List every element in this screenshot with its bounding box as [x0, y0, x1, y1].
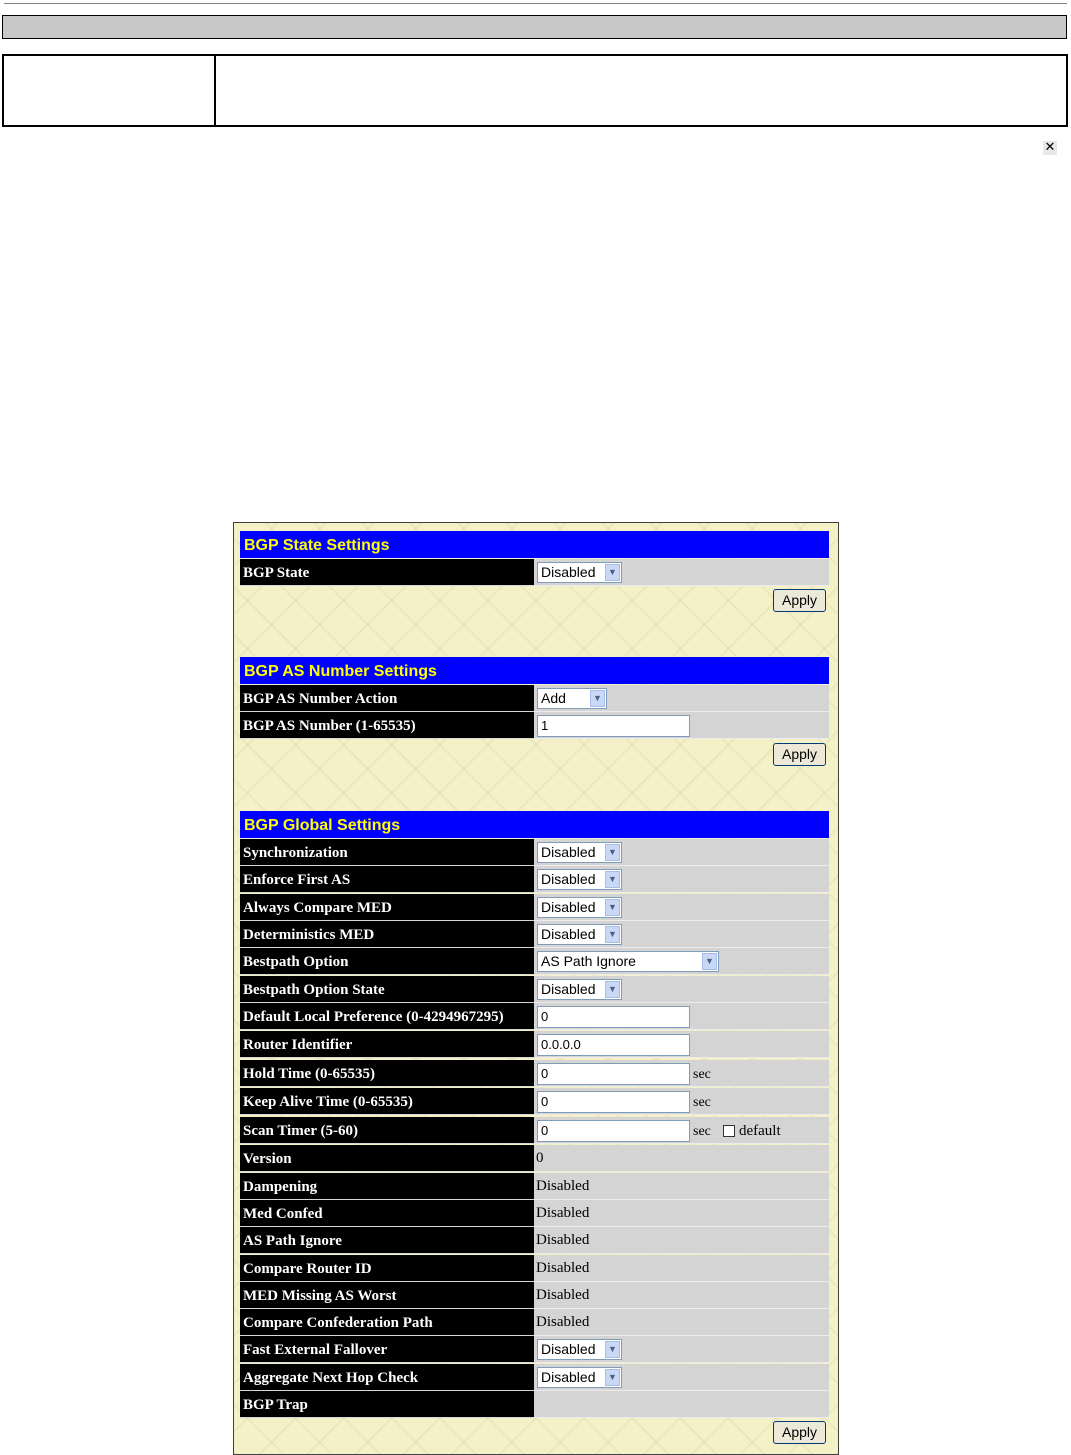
always-compare-med-label: Always Compare MED [240, 894, 534, 921]
hold-time-unit: sec [693, 1067, 711, 1082]
version-label: Version [240, 1145, 534, 1172]
med-missing-as-worst-cell [534, 1282, 829, 1309]
default-local-preference-cell [534, 1003, 829, 1030]
bestpath-option-value: AS Path Ignore [541, 953, 636, 969]
scan-timer-label: Scan Timer (5-60) [240, 1117, 534, 1144]
router-identifier-input[interactable]: 0.0.0.0 [537, 1034, 690, 1056]
version-cell [534, 1145, 829, 1172]
bestpath-option-state-label: Bestpath Option State [240, 976, 534, 1003]
compare-router-id-cell [534, 1255, 829, 1282]
row-enforce-first-as [240, 866, 829, 893]
top-rule [4, 3, 1067, 4]
row-scan-timer [240, 1117, 829, 1144]
enforce-first-as-label: Enforce First AS [240, 866, 534, 893]
chevron-down-icon: ▼ [702, 953, 717, 970]
scan-timer-input[interactable]: 0 [537, 1120, 690, 1142]
row-hold-time [240, 1060, 829, 1087]
always-compare-med-cell [534, 894, 829, 921]
enforce-first-as-select[interactable] [537, 869, 622, 890]
enforce-first-as-cell [534, 866, 829, 893]
close-icon[interactable]: ✕ [1044, 140, 1056, 155]
compare-confederation-path-cell [534, 1309, 829, 1336]
default-local-preference-input[interactable]: 0 [537, 1006, 690, 1028]
bestpath-option-state-select[interactable] [537, 979, 622, 1000]
deterministics-med-cell [534, 921, 829, 948]
header-bar [2, 15, 1067, 39]
always-compare-med-select[interactable] [537, 897, 622, 918]
apply-bgp-global-button[interactable]: Apply [773, 1421, 826, 1444]
row-default-local-preference [240, 1003, 829, 1030]
chevron-down-icon: ▼ [605, 1369, 620, 1386]
aggregate-next-hop-check-cell [534, 1364, 829, 1391]
chevron-down-icon: ▼ [605, 564, 620, 581]
dampening-value: Disabled [536, 1178, 590, 1194]
med-confed-label: Med Confed [240, 1200, 534, 1227]
synchronization-cell [534, 839, 829, 866]
row-deterministics-med [240, 921, 829, 948]
bgp-state-value: Disabled [541, 564, 596, 580]
row-med-missing-as-worst [240, 1282, 829, 1309]
bgp-trap-label: BGP Trap [240, 1391, 534, 1418]
deterministics-med-label: Deterministics MED [240, 921, 534, 948]
chevron-down-icon: ▼ [605, 981, 620, 998]
bestpath-option-state-value: Disabled [541, 981, 596, 997]
synchronization-label: Synchronization [240, 839, 534, 866]
hold-time-input[interactable]: 0 [537, 1063, 690, 1085]
bestpath-option-select[interactable] [537, 951, 719, 972]
chevron-down-icon: ▼ [590, 690, 605, 707]
bestpath-option-state-cell [534, 976, 829, 1003]
dampening-label: Dampening [240, 1173, 534, 1200]
row-med-confed [240, 1200, 829, 1227]
synchronization-select[interactable] [537, 842, 622, 863]
hold-time-cell [534, 1060, 829, 1087]
apply-bgp-as-number-button[interactable]: Apply [773, 743, 826, 766]
dampening-cell [534, 1173, 829, 1200]
row-bgp-as-number-action [240, 685, 829, 712]
keep-alive-time-cell [534, 1088, 829, 1115]
compare-confederation-path-label: Compare Confederation Path [240, 1309, 534, 1336]
compare-router-id-label: Compare Router ID [240, 1255, 534, 1282]
bgp-as-number-action-value: Add [541, 690, 566, 706]
chevron-down-icon: ▼ [605, 899, 620, 916]
compare-confederation-path-value: Disabled [536, 1314, 590, 1330]
row-dampening [240, 1173, 829, 1200]
as-path-ignore-value: Disabled [536, 1232, 590, 1248]
enforce-first-as-value: Disabled [541, 871, 596, 887]
as-path-ignore-label: AS Path Ignore [240, 1227, 534, 1254]
row-bgp-trap [240, 1391, 829, 1418]
row-keep-alive-time [240, 1088, 829, 1115]
scan-timer-unit: sec [693, 1124, 711, 1139]
info-table-left-cell [4, 56, 216, 125]
fast-external-fallover-select[interactable] [537, 1339, 622, 1360]
scan-timer-default-checkbox[interactable] [723, 1125, 735, 1137]
aggregate-next-hop-check-value: Disabled [541, 1369, 596, 1385]
aggregate-next-hop-check-select[interactable] [537, 1367, 622, 1388]
row-router-identifier [240, 1031, 829, 1058]
fast-external-fallover-cell [534, 1336, 829, 1363]
version-value: 0 [536, 1150, 544, 1166]
med-confed-cell [534, 1200, 829, 1227]
chevron-down-icon: ▼ [605, 1341, 620, 1358]
row-version [240, 1145, 829, 1172]
deterministics-med-value: Disabled [541, 926, 596, 942]
bgp-state-cell [534, 559, 829, 586]
row-bestpath-option-state [240, 976, 829, 1003]
aggregate-next-hop-check-label: Aggregate Next Hop Check [240, 1364, 534, 1391]
keep-alive-time-unit: sec [693, 1095, 711, 1110]
bgp-as-number-cell [534, 712, 829, 739]
synchronization-value: Disabled [541, 844, 596, 860]
row-aggregate-next-hop-check [240, 1364, 829, 1391]
bgp-as-number-settings-header: BGP AS Number Settings [240, 657, 829, 684]
hold-time-label: Hold Time (0-65535) [240, 1060, 534, 1087]
row-fast-external-fallover [240, 1336, 829, 1363]
bestpath-option-cell [534, 948, 829, 975]
default-local-preference-label: Default Local Preference (0-4294967295) [240, 1003, 534, 1030]
router-identifier-label: Router Identifier [240, 1031, 534, 1058]
row-bgp-as-number [240, 712, 829, 739]
fast-external-fallover-label: Fast External Fallover [240, 1336, 534, 1363]
bgp-state-label: BGP State [240, 559, 534, 586]
bgp-state-select[interactable] [537, 562, 622, 583]
keep-alive-time-label: Keep Alive Time (0-65535) [240, 1088, 534, 1115]
bestpath-option-label: Bestpath Option [240, 948, 534, 975]
info-table-right-cell [216, 56, 1066, 125]
compare-router-id-value: Disabled [536, 1260, 590, 1276]
bgp-as-number-action-label: BGP AS Number Action [240, 685, 534, 712]
row-bgp-state [240, 559, 829, 586]
scan-timer-default-label: default [739, 1123, 781, 1139]
router-identifier-cell [534, 1031, 829, 1058]
chevron-down-icon: ▼ [605, 844, 620, 861]
scan-timer-cell [534, 1117, 829, 1144]
row-always-compare-med [240, 894, 829, 921]
always-compare-med-value: Disabled [541, 899, 596, 915]
row-compare-confederation-path [240, 1309, 829, 1336]
deterministics-med-select[interactable] [537, 924, 622, 945]
bgp-trap-cell [534, 1391, 829, 1418]
row-bestpath-option [240, 948, 829, 975]
bgp-as-number-action-select[interactable] [537, 688, 607, 709]
apply-bgp-state-button[interactable]: Apply [773, 589, 826, 612]
row-synchronization [240, 839, 829, 866]
as-path-ignore-cell [534, 1227, 829, 1254]
med-missing-as-worst-label: MED Missing AS Worst [240, 1282, 534, 1309]
row-compare-router-id [240, 1255, 829, 1282]
fast-external-fallover-value: Disabled [541, 1341, 596, 1357]
bgp-as-number-input[interactable]: 1 [537, 715, 690, 737]
chevron-down-icon: ▼ [605, 871, 620, 888]
keep-alive-time-input[interactable]: 0 [537, 1091, 690, 1113]
info-table [2, 54, 1068, 127]
bgp-global-settings-header: BGP Global Settings [240, 811, 829, 838]
row-as-path-ignore [240, 1227, 829, 1254]
chevron-down-icon: ▼ [605, 926, 620, 943]
bgp-as-number-action-cell [534, 685, 829, 712]
med-confed-value: Disabled [536, 1205, 590, 1221]
bgp-state-settings-header: BGP State Settings [240, 531, 829, 558]
med-missing-as-worst-value: Disabled [536, 1287, 590, 1303]
bgp-as-number-label: BGP AS Number (1-65535) [240, 712, 534, 739]
